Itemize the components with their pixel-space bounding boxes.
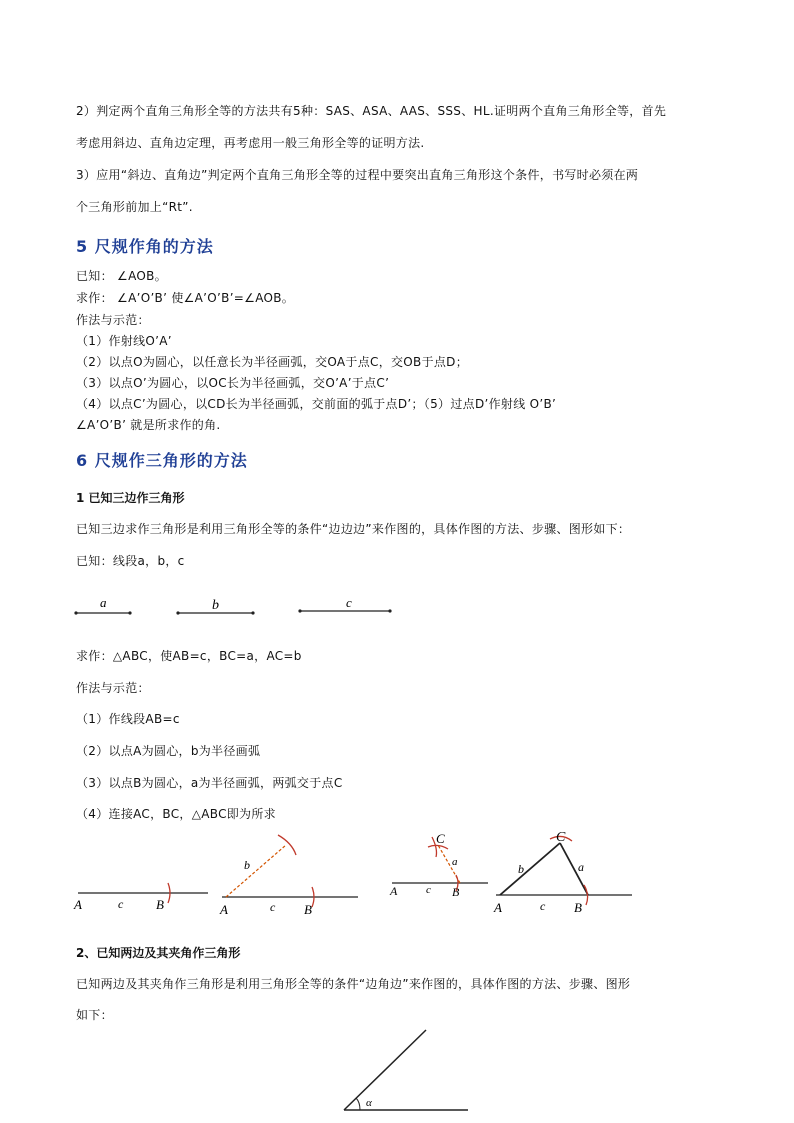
- note-2-line2: 考虑用斜边、直角边定理，再考虑用一般三角形全等的证明方法.: [76, 136, 425, 150]
- figure-step-4: [493, 830, 632, 915]
- s6-step: （3）以点B为圆心，a为半径画弧，两弧交于点C: [76, 776, 343, 790]
- svg-text:c: c: [118, 897, 124, 911]
- given-segments-figure: [60, 590, 420, 630]
- s6-intro: 已知三边求作三角形是利用三角形全等的条件“边边边”来作图的，具体作图的方法、步骤、图形如下：: [76, 522, 631, 536]
- svg-text:a: a: [452, 856, 458, 868]
- svg-text:b: b: [244, 858, 250, 872]
- s6-step: （2）以点A为圆心，b为半径画弧: [76, 744, 261, 758]
- s5-line: 已知： ∠AOB。: [76, 269, 167, 283]
- svg-text:A: A: [220, 902, 228, 917]
- s5-line: （4）以点C’为圆心，以CD长为半径画弧，交前面的弧于点D’；（5）过点D’作射线 O’B’: [76, 397, 557, 411]
- svg-text:A: A: [494, 900, 502, 915]
- s5-line: （1）作射线O’A’: [76, 334, 172, 348]
- s6-intro2-line2: 如下：: [76, 1008, 113, 1022]
- figure-step-2: [219, 835, 358, 917]
- svg-text:b: b: [518, 862, 524, 876]
- s5-line: 求作： ∠A’O’B’ 使∠A’O’B’=∠AOB。: [76, 291, 295, 305]
- section-5-heading: 5 尺规作角的方法: [76, 237, 214, 256]
- s5-line: （3）以点O’为圆心，以OC长为半径画弧，交O’A’于点C’: [76, 376, 390, 390]
- segment-c: [298, 595, 391, 613]
- s5-line: 作法与示范：: [76, 313, 150, 327]
- svg-text:c: c: [270, 900, 276, 914]
- subsection-1-heading: 1 已知三边作三角形: [76, 491, 185, 505]
- s6-method: 作法与示范：: [76, 681, 150, 695]
- svg-text:b: b: [212, 598, 219, 613]
- svg-text:A: A: [390, 884, 398, 898]
- svg-text:a: a: [578, 860, 584, 874]
- s6-find: 求作：△ABC，使AB=c，BC=a，AC=b: [76, 649, 302, 663]
- svg-text:c: c: [346, 595, 352, 610]
- note-3-line1: 3）应用“斜边、直角边”判定两个直角三角形全等的过程中要突出直角三角形这个条件，书写时必须在两: [76, 168, 639, 182]
- note-3-line2: 个三角形前加上“Rt”.: [76, 200, 193, 214]
- segment-b: [176, 598, 254, 615]
- angle-alpha-figure: [330, 1020, 490, 1120]
- svg-text:A: A: [74, 897, 82, 912]
- figure-step-1: [73, 883, 208, 912]
- s5-line: ∠A’O’B’ 就是所求作的角.: [76, 418, 221, 432]
- figure-step-3: [389, 831, 488, 899]
- segment-a: [74, 595, 131, 615]
- svg-text:c: c: [426, 884, 431, 896]
- construction-figures: [60, 825, 660, 925]
- note-2-line1: 2）判定两个直角三角形全等的方法共有5种：SAS、ASA、AAS、SSS、HL.证明两个直角三角形全等，首先: [76, 104, 667, 118]
- svg-text:B: B: [452, 885, 460, 899]
- svg-text:B: B: [156, 897, 164, 912]
- svg-text:α: α: [366, 1097, 372, 1109]
- svg-text:c: c: [540, 899, 546, 913]
- svg-text:a: a: [100, 595, 107, 610]
- svg-text:B: B: [304, 902, 312, 917]
- svg-text:C: C: [436, 831, 445, 846]
- svg-text:C: C: [556, 830, 566, 845]
- s6-step: （1）作线段AB=c: [76, 712, 180, 726]
- svg-text:B: B: [574, 900, 582, 915]
- s6-intro2: 已知两边及其夹角作三角形是利用三角形全等的条件“边角边”来作图的，具体作图的方法、步骤、图形: [76, 977, 631, 991]
- section-6-heading: 6 尺规作三角形的方法: [76, 451, 248, 470]
- s6-given: 已知：线段a，b，c: [76, 554, 185, 568]
- s6-step: （4）连接AC，BC，△ABC即为所求: [76, 807, 276, 821]
- subsection-2-heading: 2、已知两边及其夹角作三角形: [76, 946, 241, 960]
- s5-line: （2）以点O为圆心，以任意长为半径画弧，交OA于点C，交OB于点D；: [76, 355, 469, 369]
